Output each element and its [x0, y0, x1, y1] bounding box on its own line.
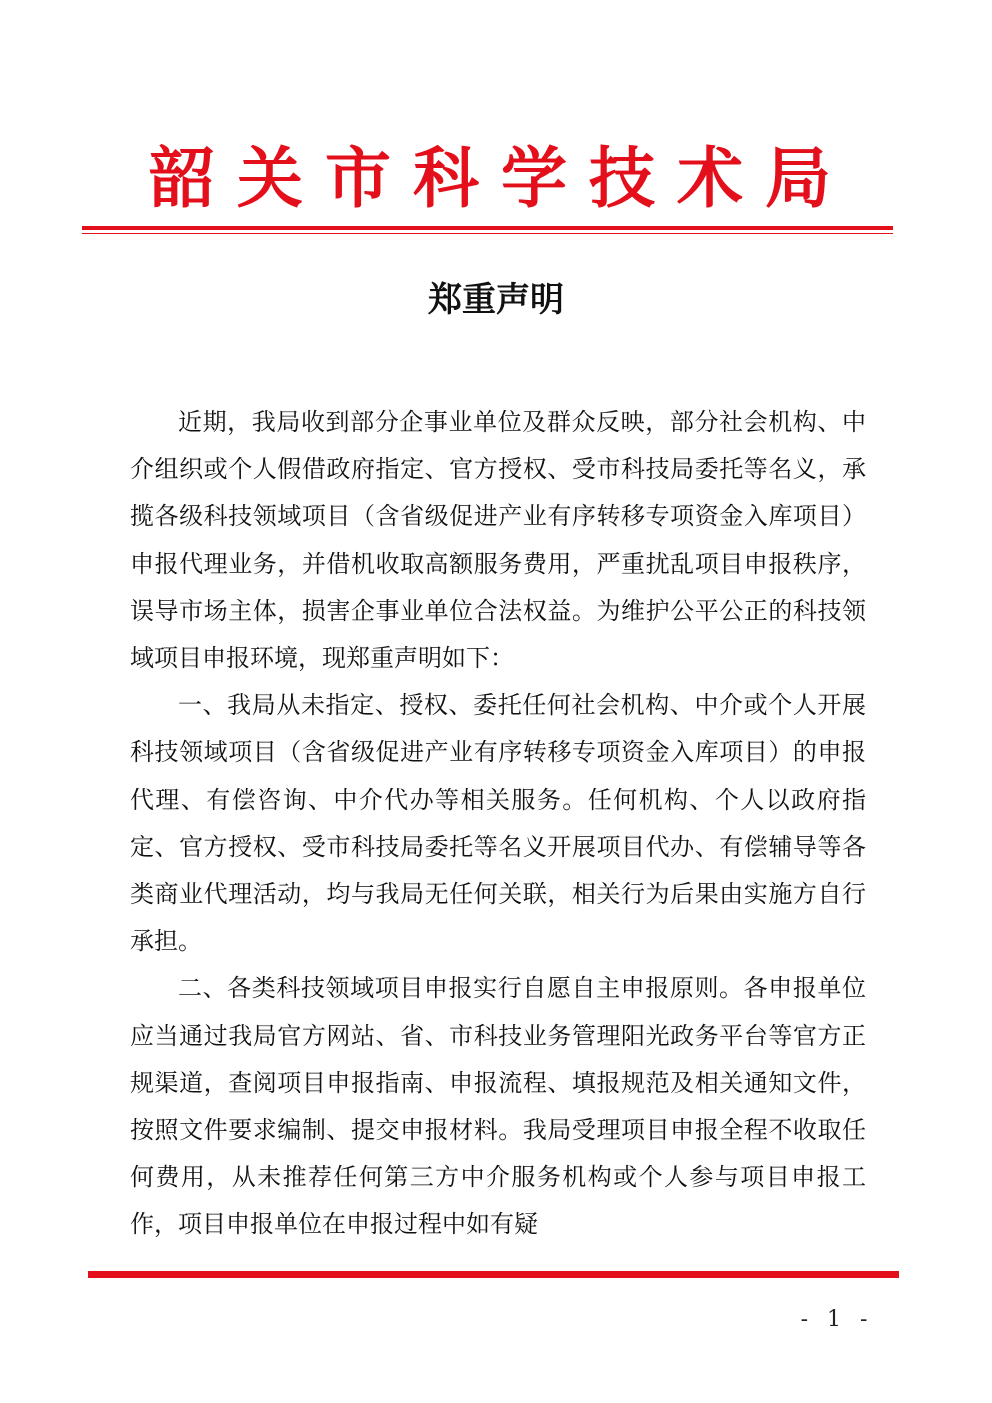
document-title: 郑重声明 — [428, 280, 564, 320]
paragraph-item-one: 一、我局从未指定、授权、委托任何社会机构、中介或个人开展科技领域项目（含省级促进产业有序转移专项资金入库项目）的申报代理、有偿咨询、中介代办等相关服务。任何机构、个人以政府指定、官方授权、受市科技局委托等名义开展项目代办、有偿辅导等各类商业代理活动，均与我局无任何关联，相关行为后果由实施方自行承担。 — [130, 691, 866, 956]
paragraph-item-two: 二、各类科技领域项目申报实行自愿自主申报原则。各申报单位应当通过我局官方网站、省、市科技业务管理阳光政务平台等官方正规渠道，查阅项目申报指南、申报流程、填报规范及相关通知文件，按照文件要求编制、提交申报材料。我局受理项目申报全程不收取任何费用，从未推荐任何第三方中介服务机构或个人参与项目申报工作，项目申报单位在申报过程中如有疑 — [130, 974, 866, 1239]
document-body — [130, 399, 866, 1249]
paragraph-intro: 近期，我局收到部分企事业单位及群众反映，部分社会机构、中介组织或个人假借政府指定、官方授权、受市科技局委托等名义，承揽各级科技领域项目（含省级促进产业有序转移专项资金入库项目）申报代理业务，并借机收取高额服务费用，严重扰乱项目申报秩序，误导市场主体，损害企事业单位合法权益。为维护公平公正的科技领域项目申报环境，现郑重声明如下： — [130, 408, 866, 673]
organization-header: 韶关市科学技术局 — [149, 139, 853, 217]
header-red-thin-rule — [82, 233, 893, 234]
footer-red-rule — [88, 1271, 899, 1278]
header-red-rule — [82, 226, 893, 230]
page-number: - 1 - — [800, 1307, 874, 1332]
